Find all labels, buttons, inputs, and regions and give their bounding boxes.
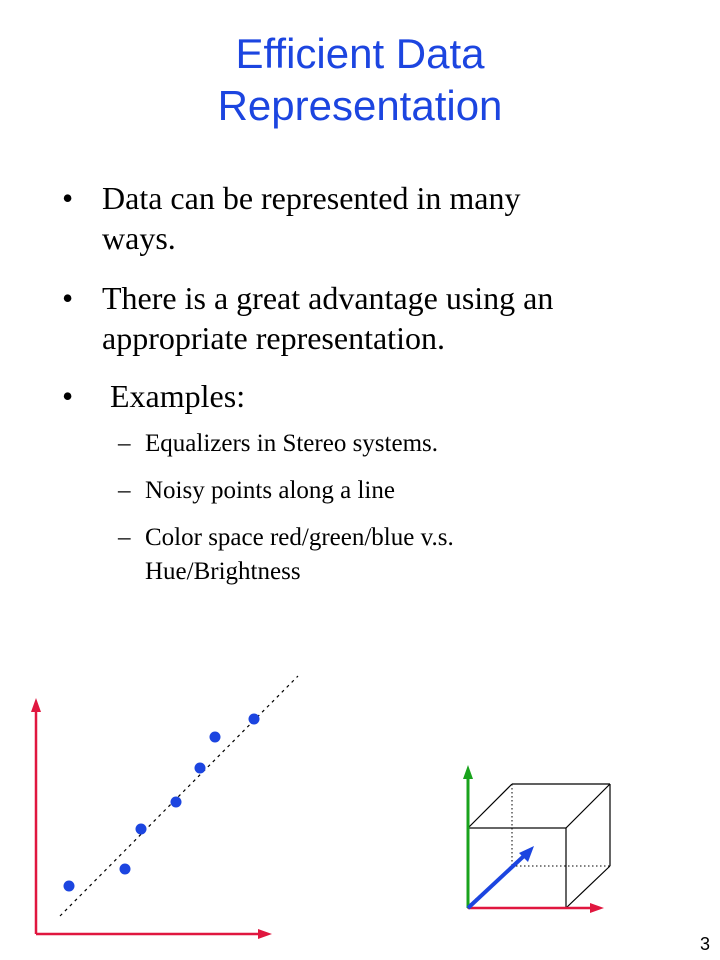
green-axis-arrowhead xyxy=(463,765,473,779)
sub-bullet-text-line: Color space red/green/blue v.s. xyxy=(145,524,454,551)
slide-title-line-2: Representation xyxy=(217,82,503,129)
bullet-text-line: There is a great advantage using an xyxy=(102,280,554,316)
dash-symbol: – xyxy=(118,477,131,504)
bullet-symbol: • xyxy=(62,378,74,414)
bullet-symbol: • xyxy=(62,180,74,216)
bullet-symbol: • xyxy=(62,280,74,316)
bullet-text-line: appropriate representation. xyxy=(102,320,445,356)
bullet-text-line: ways. xyxy=(102,220,176,256)
slide-title-line-1: Efficient Data xyxy=(235,30,485,77)
bullet-text-line: Examples: xyxy=(102,378,246,414)
page-number: 3 xyxy=(699,934,710,954)
bullet-text-line: Data can be represented in many xyxy=(102,180,521,216)
dash-symbol: – xyxy=(118,524,131,551)
red-axis-arrowhead xyxy=(590,903,604,913)
sub-bullet-text-line: Hue/Brightness xyxy=(145,558,301,585)
sub-bullet-text-line: Equalizers in Stereo systems. xyxy=(145,430,438,457)
blue-arrow xyxy=(468,854,526,908)
dash-symbol: – xyxy=(118,430,131,457)
sub-bullet-text-line: Noisy points along a line xyxy=(145,477,395,504)
